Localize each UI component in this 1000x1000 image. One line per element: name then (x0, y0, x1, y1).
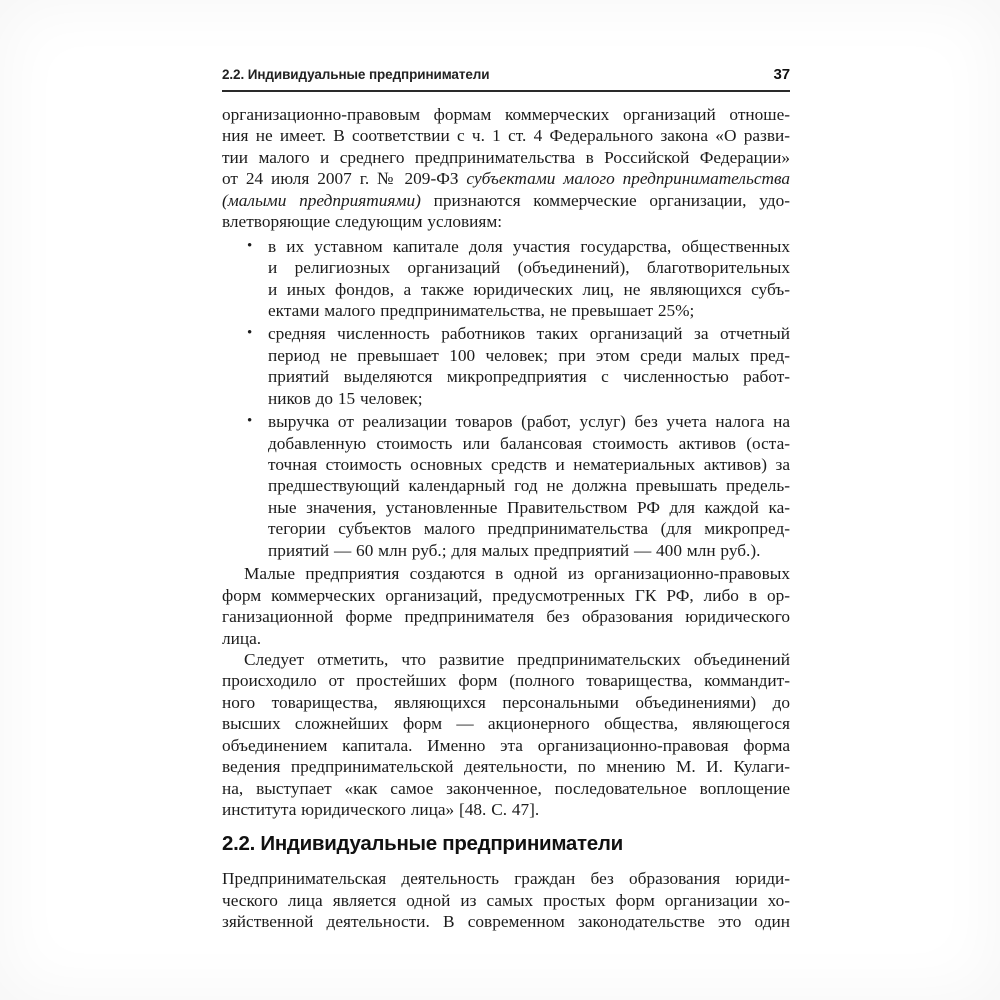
text-line: приятий выделяются микропредприятия с численностью работ- (268, 367, 790, 387)
text-line: период не превышает 100 человек; при этом среди малых пред- (268, 345, 790, 365)
content (222, 104, 790, 933)
text-line: ектами малого предпринимательства, не превышает 25%; (268, 300, 695, 320)
text-line: высших сложнейших форм — акционерного общества, являющегося (222, 714, 790, 734)
bullet-item (222, 411, 790, 561)
bullet-item (222, 323, 790, 409)
text-line: приятий — 60 млн руб.; для малых предприятий — 400 млн руб.). (268, 540, 761, 560)
bullet-list (222, 236, 790, 562)
running-header (222, 66, 790, 92)
bullet-icon: • (247, 413, 253, 430)
text-line: ного товарищества, являющихся персональными объединениями) до (222, 692, 790, 712)
page-number: 37 (773, 66, 790, 83)
text-line: ганизационной форме предпринимателя без образования юридического (222, 607, 790, 627)
text-line: Малые предприятия создаются в одной из организационно-правовых (244, 564, 790, 584)
paragraph (222, 104, 790, 233)
text-line: и иных фондов, а также юридических лиц, не являющихся субъ- (268, 279, 790, 299)
paragraph (222, 649, 790, 821)
text-line: от 24 июля 2007 г. № 209-ФЗ субъектами малого предпринимательства (222, 169, 790, 189)
section-heading: 2.2. Индивидуальные предприниматели (222, 832, 623, 856)
text-line: тии малого и среднего предпринимательства в Российской Федерации» (222, 147, 790, 167)
bullet-item (222, 236, 790, 322)
bullet-icon: • (247, 237, 253, 254)
text-line: происходило от простейших форм (полного товарищества, коммандит- (222, 671, 790, 691)
bullet-text (268, 411, 790, 561)
text-line: ческого лица является одной из самых простых форм организации хо- (222, 890, 790, 910)
text-line: на, выступает «как самое законченное, последовательное воплощение (222, 778, 790, 798)
text-line: выручка от реализации товаров (работ, услуг) без учета налога на (268, 412, 790, 432)
bullet-text (268, 236, 790, 322)
bullet-text (268, 323, 790, 409)
text-line: (малыми предприятиями) признаются коммерческие организации, удо- (222, 190, 790, 210)
text-line: зяйственной деятельности. В современном законодательстве это один (222, 912, 790, 932)
text-line: Предпринимательская деятельность граждан без образования юриди- (222, 869, 790, 889)
text-line: лица. (222, 628, 262, 648)
text-line: ные значения, установленные Правительством РФ для каждой ка- (268, 497, 790, 517)
text-line: ников до 15 человек; (268, 388, 423, 408)
text-line: в их уставном капитале доля участия государства, общественных (268, 236, 790, 256)
text-line: добавленную стоимость или балансовая стоимость активов (оста- (268, 433, 790, 453)
text-line: Следует отметить, что развитие предпринимательских объединений (244, 649, 790, 669)
running-head-title: 2.2. Индивидуальные предприниматели (222, 67, 490, 82)
text-line: предшествующий календарный год не должна превышать предель- (268, 476, 790, 496)
text-line: форм коммерческих организаций, предусмотренных ГК РФ, либо в ор- (222, 585, 790, 605)
text-line: ведения предпринимательской деятельности, по мнению М. И. Кулаги- (222, 757, 790, 777)
text-line: института юридического лица» [48. С. 47]. (222, 800, 540, 819)
text-line: средняя численность работников таких организаций за отчетный (268, 324, 790, 344)
text-line: объединением капитала. Именно эта организационно-правовая форма (222, 735, 790, 755)
text-line: организационно-правовым формам коммерческих организаций отноше- (222, 105, 790, 124)
paragraph (222, 868, 790, 932)
text-line: влетворяющие следующим условиям: (222, 212, 503, 232)
text-line: ния не имеет. В соответствии с ч. 1 ст. 4 Федерального закона «О разви- (222, 126, 790, 146)
paragraph (222, 563, 790, 649)
bullet-icon: • (247, 325, 253, 342)
text-line: и религиозных организаций (объединений), благотворительных (268, 258, 790, 278)
text-line: тегории субъектов малого предпринимательства (для микропред- (268, 519, 790, 539)
text-line: точная стоимость основных средств и нематериальных активов) за (268, 455, 790, 474)
